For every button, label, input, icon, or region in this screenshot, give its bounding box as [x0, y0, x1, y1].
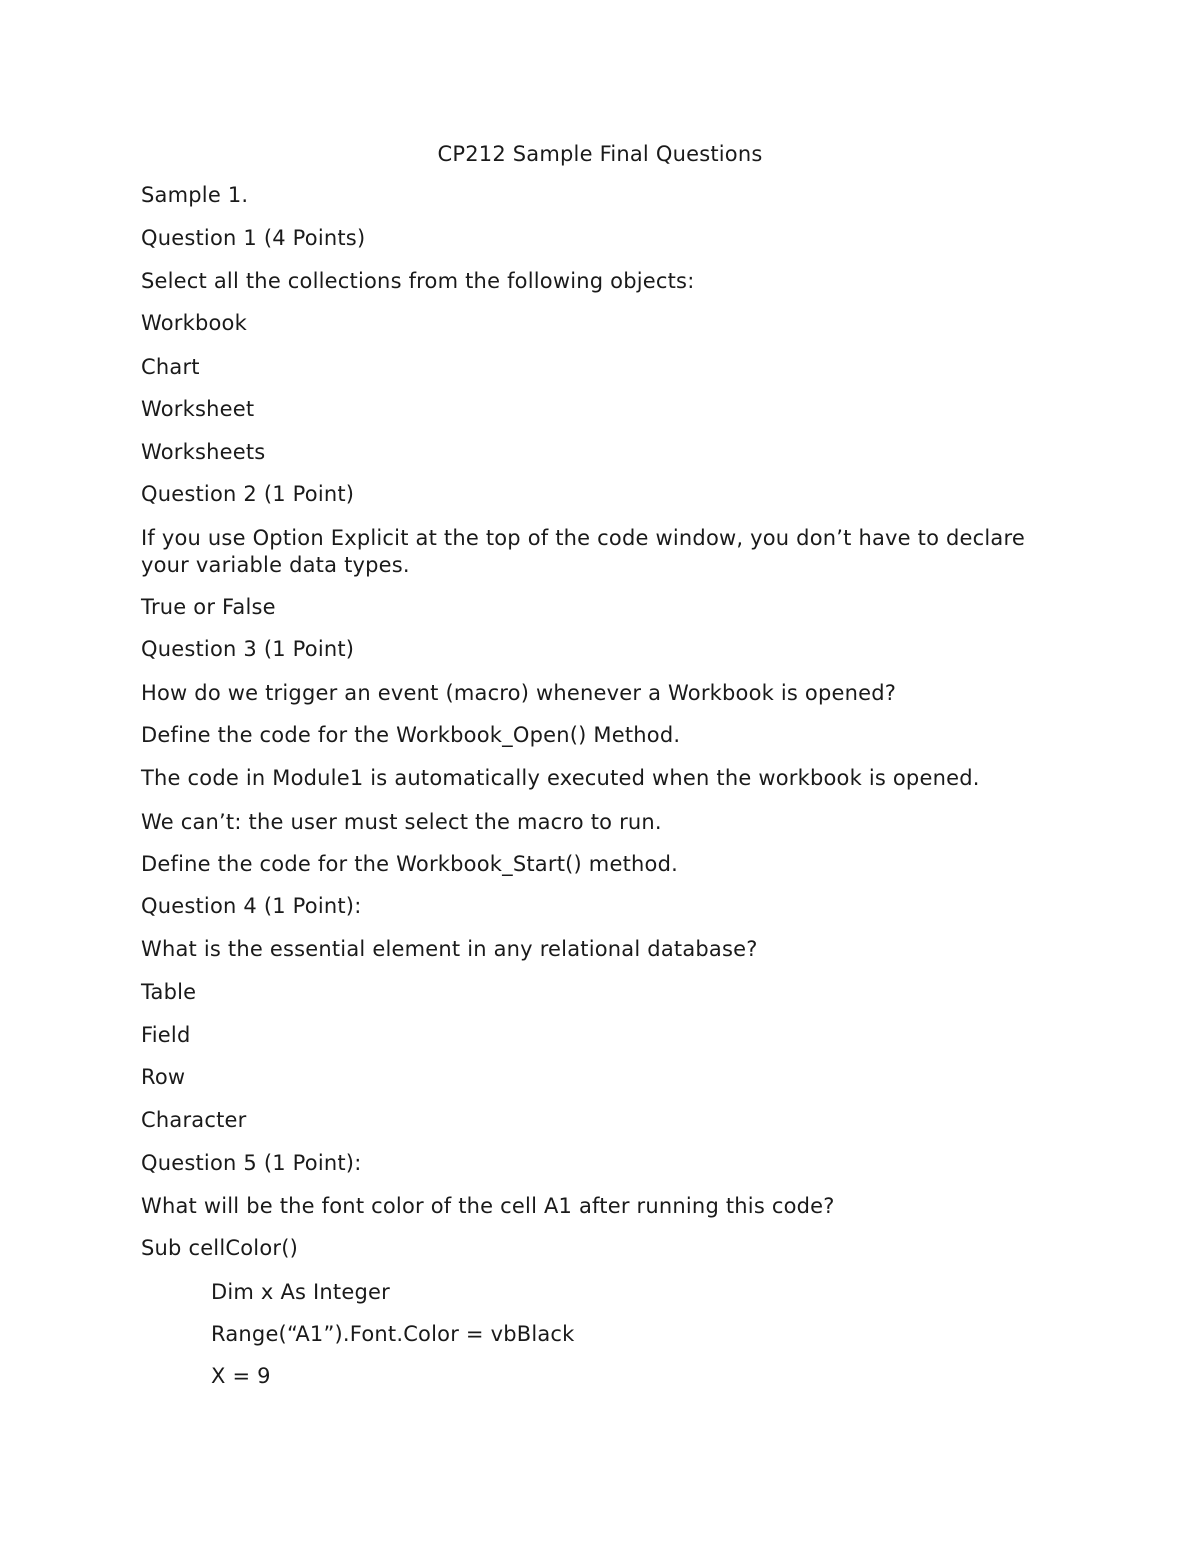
code-line: Range(“A1”).Font.Color = vbBlack	[211, 1322, 575, 1346]
question-3-option: We can’t: the user must select the macro to run.	[141, 810, 662, 834]
question-4-option: Field	[141, 1023, 191, 1047]
question-5-heading: Question 5 (1 Point):	[141, 1151, 362, 1175]
question-3-heading: Question 3 (1 Point)	[141, 637, 355, 661]
code-line: X = 9	[211, 1364, 271, 1388]
page-title: CP212 Sample Final Questions	[437, 142, 763, 166]
question-1-option: Worksheets	[141, 440, 266, 464]
code-line: Dim x As Integer	[211, 1280, 390, 1304]
question-3-option: Define the code for the Workbook_Start() method.	[141, 852, 678, 876]
question-4-option: Row	[141, 1065, 186, 1089]
question-4-option: Character	[141, 1108, 247, 1132]
question-1-heading: Question 1 (4 Points)	[141, 226, 366, 250]
question-1-option: Workbook	[141, 311, 247, 335]
question-2-heading: Question 2 (1 Point)	[141, 482, 355, 506]
question-1-option: Worksheet	[141, 397, 255, 421]
question-4-heading: Question 4 (1 Point):	[141, 894, 362, 918]
question-5-prompt: What will be the font color of the cell A1 after running this code?	[141, 1194, 835, 1218]
question-3-option: Define the code for the Workbook_Open() Method.	[141, 723, 681, 747]
question-1-prompt: Select all the collections from the following objects:	[141, 269, 695, 293]
question-4-option: Table	[141, 980, 197, 1004]
question-1-option: Chart	[141, 355, 200, 379]
question-2-prompt-line-1: If you use Option Explicit at the top of the code window, you don’t have to declare	[141, 526, 1025, 550]
question-2-prompt-line-2: your variable data types.	[141, 553, 410, 577]
question-4-prompt: What is the essential element in any relational database?	[141, 937, 758, 961]
question-3-option: The code in Module1 is automatically executed when the workbook is opened.	[141, 766, 980, 790]
sample-heading: Sample 1.	[141, 183, 249, 207]
question-3-prompt: How do we trigger an event (macro) whenever a Workbook is opened?	[141, 681, 897, 705]
code-sub-line: Sub cellColor()	[141, 1236, 298, 1260]
question-2-option: True or False	[141, 595, 276, 619]
